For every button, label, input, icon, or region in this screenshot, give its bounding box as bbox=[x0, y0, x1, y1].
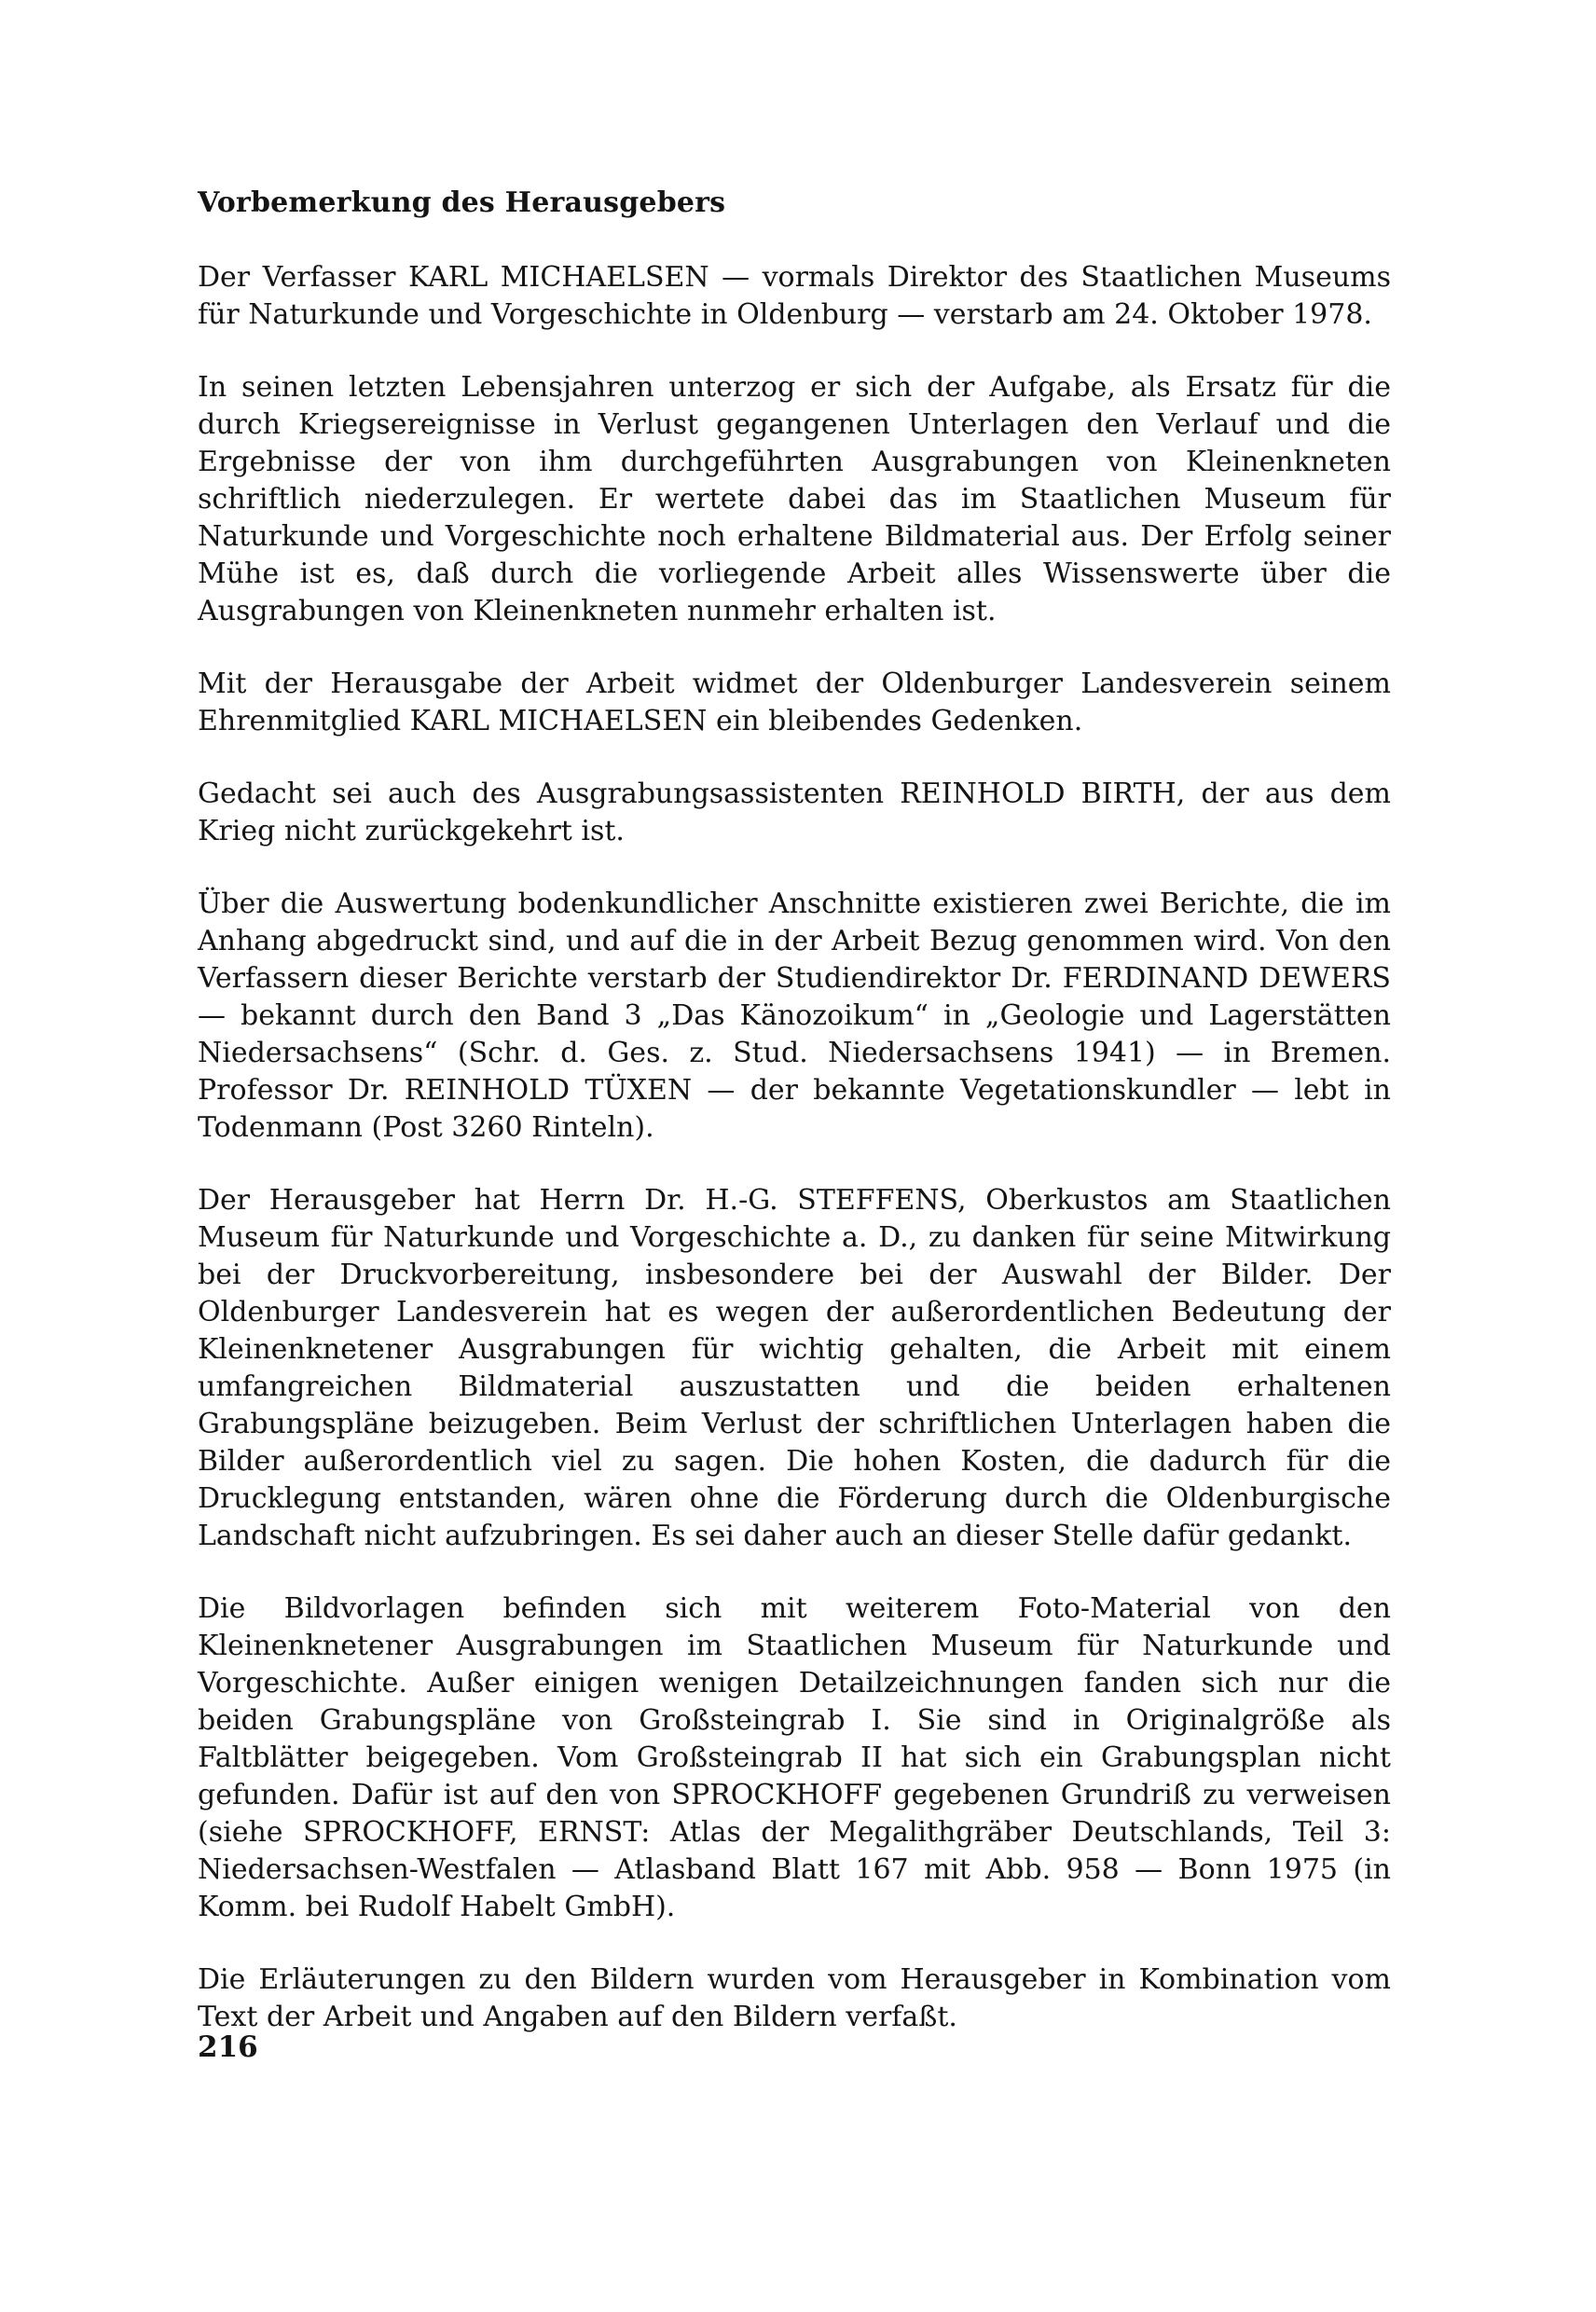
paragraph-4: Gedacht sei auch des Ausgrabungsassistenten REINHOLD BIRTH, der aus dem Krieg nicht zurückgekehrt ist. bbox=[198, 778, 1391, 847]
paragraph-1: Der Verfasser KARL MICHAELSEN — vormals Direktor des Staatlichen Museums für Naturkunde und Vorgeschichte in Oldenburg — verstarb am 24. Oktober 1978. bbox=[198, 261, 1391, 331]
paragraph-3: Mit der Herausgabe der Arbeit widmet der Oldenburger Landesverein seinem Ehrenmitglied KARL MICHAELSEN ein bleibendes Gedenken. bbox=[198, 667, 1391, 737]
section-heading: Vorbemerkung des Herausgebers bbox=[198, 186, 726, 219]
page-number: 216 bbox=[198, 2030, 258, 2064]
text-column bbox=[198, 185, 1391, 2071]
paragraph-5: Über die Auswertung bodenkundlicher Anschnitte existieren zwei Berichte, die im Anhang abgedruckt sind, und auf die in der Arbeit Bezug genommen wird. Von den Verfassern dieser Berichte verstarb der Studiendirektor Dr. FERDINAND DEWERS — bekannt durch den Band 3 „Das Känozoikum“ in „Geologie und Lagerstätten Niedersachsens“ (Schr. d. Ges. z. Stud. Niedersachsens 1941) — in Bremen. Professor Dr. REINHOLD TÜXEN — der bekannte Vegetationskundler — lebt in Todenmann (Post 3260 Rinteln). bbox=[198, 888, 1391, 1144]
paragraph-6: Der Herausgeber hat Herrn Dr. H.-G. STEFFENS, Oberkustos am Staatlichen Museum für Naturkunde und Vorgeschichte a. D., zu danken für seine Mitwirkung bei der Druckvorbereitung, insbesondere bei der Auswahl der Bilder. Der Oldenburger Landesverein hat es wegen der außerordentlichen Bedeutung der Kleinenknetener Ausgrabungen für wichtig gehalten, die Arbeit mit einem umfangreichen Bildmaterial auszustatten und die beiden erhaltenen Grabungspläne beizugeben. Beim Verlust der schriftlichen Unterlagen haben die Bilder außerordentlich viel zu sagen. Die hohen Kosten, die dadurch für die Drucklegung entstanden, wären ohne die Förderung durch die Oldenburgische Landschaft nicht aufzubringen. Es sei daher auch an dieser Stelle dafür gedankt. bbox=[198, 1184, 1391, 1552]
paragraph-8: Die Erläuterungen zu den Bildern wurden vom Herausgeber in Kombination vom Text der Arbeit und Angaben auf den Bildern verfaßt. bbox=[198, 1963, 1391, 2033]
paragraph-2: In seinen letzten Lebensjahren unterzog er sich der Aufgabe, als Ersatz für die durch Kriegsereignisse in Verlust gegangenen Unterlagen den Verlauf und die Ergebnisse der von ihm durchgeführten Ausgrabungen von Kleinenkneten schriftlich niederzulegen. Er wertete dabei das im Staatlichen Museum für Naturkunde und Vorgeschichte noch erhaltene Bildmaterial aus. Der Erfolg seiner Mühe ist es, daß durch die vorliegende Arbeit alles Wissenswerte über die Ausgrabungen von Kleinenkneten nunmehr erhalten ist. bbox=[198, 371, 1391, 627]
paragraph-7: Die Bildvorlagen befinden sich mit weiterem Foto-Material von den Kleinenknetener Ausgrabungen im Staatlichen Museum für Naturkunde und Vorgeschichte. Außer einigen wenigen Detailzeichnungen fanden sich nur die beiden Grabungspläne von Großsteingrab I. Sie sind in Originalgröße als Faltblätter beigegeben. Vom Großsteingrab II hat sich ein Grabungsplan nicht gefunden. Dafür ist auf den von SPROCKHOFF gegebenen Grundriß zu verweisen (siehe SPROCKHOFF, ERNST: Atlas der Megalithgräber Deutschlands, Teil 3: Niedersachsen-Westfalen — Atlasband Blatt 167 mit Abb. 958 — Bonn 1975 (in Komm. bei Rudolf Habelt GmbH). bbox=[198, 1592, 1391, 1923]
